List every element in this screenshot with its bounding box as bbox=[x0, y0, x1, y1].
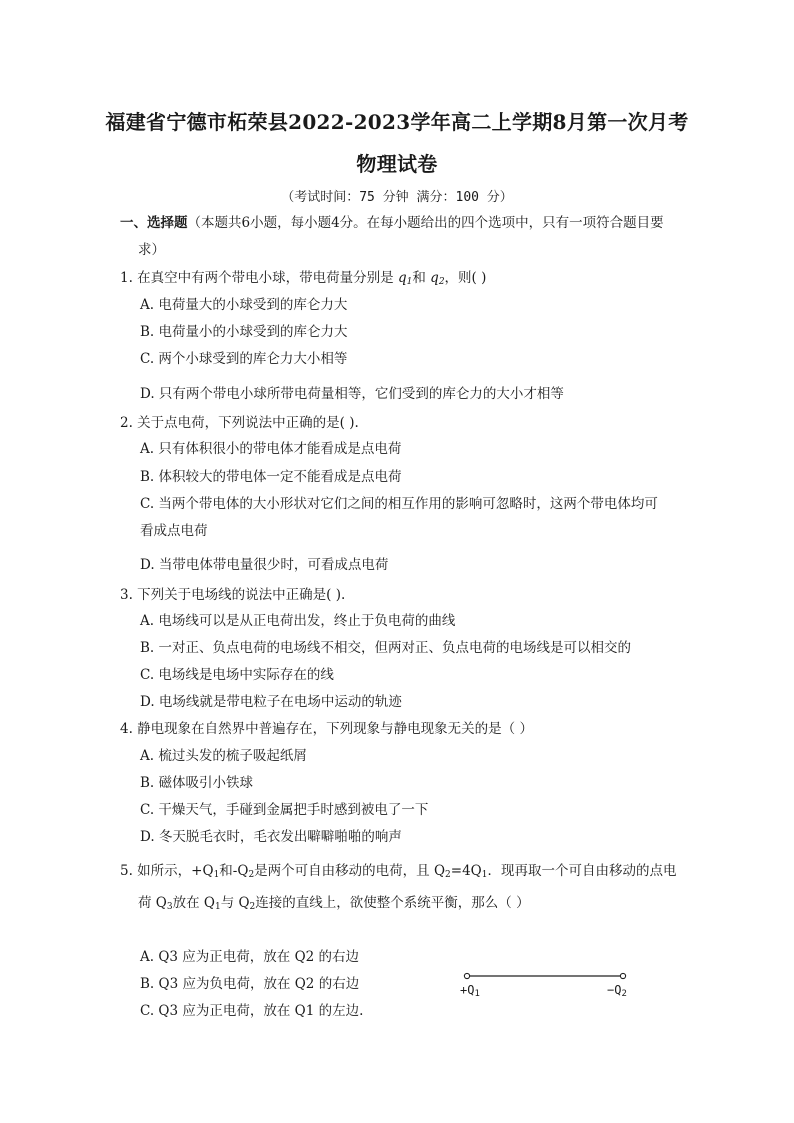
q4-option-d: D. 冬天脱毛衣时，毛衣发出噼噼啪啪的响声 bbox=[140, 829, 402, 845]
q5-s1-sub3: 2 bbox=[445, 870, 451, 880]
section1-heading: 一、选择题 bbox=[120, 215, 188, 231]
q5-s1-a: 5. 如所示，+Q bbox=[120, 863, 214, 879]
q1-stem-part-a: 1. 在真空中有两个带电小球，带电荷量分别是 bbox=[120, 270, 398, 286]
q5-s2-sub2: 1 bbox=[214, 902, 221, 912]
q5-s2-b: 放在 Q bbox=[172, 895, 215, 911]
q2-stem: 2. 关于点电荷，下列说法中正确的是( ). bbox=[120, 415, 359, 431]
exam-title-line1: 福建省宁德市柘荣县2022-2023学年高二上学期8月第一次月考 bbox=[105, 110, 689, 134]
q5-figure bbox=[455, 966, 645, 1006]
q2-option-d: D. 当带电体带电量很少时，可看成点电荷 bbox=[140, 557, 389, 573]
q5-label-plus-q1-text: +Q bbox=[460, 983, 475, 997]
q5-s2-sub3: 2 bbox=[249, 902, 256, 912]
q1-option-b: B. 电荷量小的小球受到的库仑力大 bbox=[140, 324, 348, 340]
q5-label-plus-q1-sub: 1 bbox=[474, 989, 480, 999]
q3-option-a: A. 电场线可以是从正电荷出发，终止于负电荷的曲线 bbox=[140, 613, 456, 629]
q3-option-d: D. 电场线就是带电粒子在电场中运动的轨迹 bbox=[140, 694, 402, 710]
q1-stem-part-c: ，则( ) bbox=[444, 270, 487, 286]
q5-s1-sub2: 2 bbox=[248, 870, 255, 880]
q5-label-minus-q2-sub: 2 bbox=[621, 989, 627, 999]
q1-option-d: D. 只有两个带电小球所带电荷量相等，它们受到的库仑力的大小才相等 bbox=[140, 386, 564, 402]
section1-heading-line bbox=[120, 211, 664, 231]
q5-s2-a: 荷 Q bbox=[138, 895, 167, 911]
q1-var-q1 bbox=[398, 270, 412, 286]
q5-stem-line2 bbox=[138, 891, 530, 912]
q4-option-c: C. 干燥天气，手碰到金属把手时感到被电了一下 bbox=[140, 802, 429, 818]
q3-option-c: C. 电场线是电场中实际存在的线 bbox=[140, 667, 334, 683]
q5-s1-e: ．现再取一个可自由移动的点电 bbox=[487, 863, 677, 879]
q5-s1-b: 和-Q bbox=[219, 863, 249, 879]
q1-var-q2-letter: q bbox=[430, 270, 439, 286]
q5-option-c: C. Q3 应为正电荷，放在 Q1 的左边. bbox=[140, 1003, 364, 1019]
q5-stem-line1 bbox=[120, 859, 676, 880]
q3-option-b: B. 一对正、负点电荷的电场线不相交，但两对正、负点电荷的电场线是可以相交的 bbox=[140, 640, 632, 656]
q2-option-b: B. 体积较大的带电体一定不能看成是点电荷 bbox=[140, 469, 402, 485]
q4-option-a: A. 梳过头发的梳子吸起纸屑 bbox=[140, 748, 307, 764]
section1-desc-line2: 求） bbox=[138, 242, 165, 258]
q2-option-c: C. 当两个带电体的大小形状对它们之间的相互作用的影响可忽略时，这两个带电体均可 bbox=[140, 496, 658, 512]
q1-var-q2-sub: 2 bbox=[438, 277, 445, 287]
q5-s1-d: =4Q bbox=[450, 863, 482, 879]
q5-charge-q1-dot bbox=[464, 973, 469, 978]
q5-s2-d: 连接的直线上，欲使整个系统平衡，那么（ ） bbox=[255, 895, 530, 911]
q5-option-a: A. Q3 应为正电荷，放在 Q2 的右边 bbox=[140, 949, 360, 965]
q1-option-c: C. 两个小球受到的库仑力大小相等 bbox=[140, 351, 348, 367]
q2-option-a: A. 只有体积很小的带电体才能看成是点电荷 bbox=[140, 441, 402, 457]
q1-stem-part-b: 和 bbox=[412, 270, 431, 286]
q1-var-q1-letter: q bbox=[397, 270, 407, 286]
q5-option-b: B. Q3 应为负电荷，放在 Q2 的右边 bbox=[140, 976, 360, 992]
q5-label-minus-q2-text: −Q bbox=[607, 983, 622, 997]
q4-stem: 4. 静电现象在自然界中普遍存在，下列现象与静电现象无关的是（ ） bbox=[120, 721, 533, 737]
q5-s1-c: 是两个可自由移动的电荷，且 Q bbox=[254, 863, 446, 879]
exam-info: （考试时间：75 分钟 满分：100 分） bbox=[281, 190, 513, 205]
q5-s2-c: 与 Q bbox=[220, 895, 250, 911]
q5-label-minus-q2 bbox=[607, 983, 627, 999]
q5-s1-sub4: 1 bbox=[481, 870, 488, 880]
q1-option-a: A. 电荷量大的小球受到的库仑力大 bbox=[140, 297, 348, 313]
q5-label-plus-q1 bbox=[460, 983, 480, 999]
q3-stem: 3. 下列关于电场线的说法中正确是( ). bbox=[120, 587, 346, 603]
section1-desc-line1: （本题共6小题，每小题4分。在每小题给出的四个选项中，只有一项符合题目要 bbox=[187, 215, 664, 231]
q5-s1-sub1: 1 bbox=[213, 870, 220, 880]
q2-option-c-cont: 看成点电荷 bbox=[140, 523, 208, 539]
q5-charge-q2-dot bbox=[620, 973, 625, 978]
q1-var-q1-sub: 1 bbox=[406, 277, 413, 287]
q1-stem bbox=[120, 266, 486, 287]
q1-var-q2 bbox=[430, 270, 444, 286]
exam-title-line2: 物理试卷 bbox=[356, 152, 438, 176]
q4-option-b: B. 磁体吸引小铁球 bbox=[140, 775, 254, 791]
q5-s2-sub1: 3 bbox=[166, 902, 173, 912]
